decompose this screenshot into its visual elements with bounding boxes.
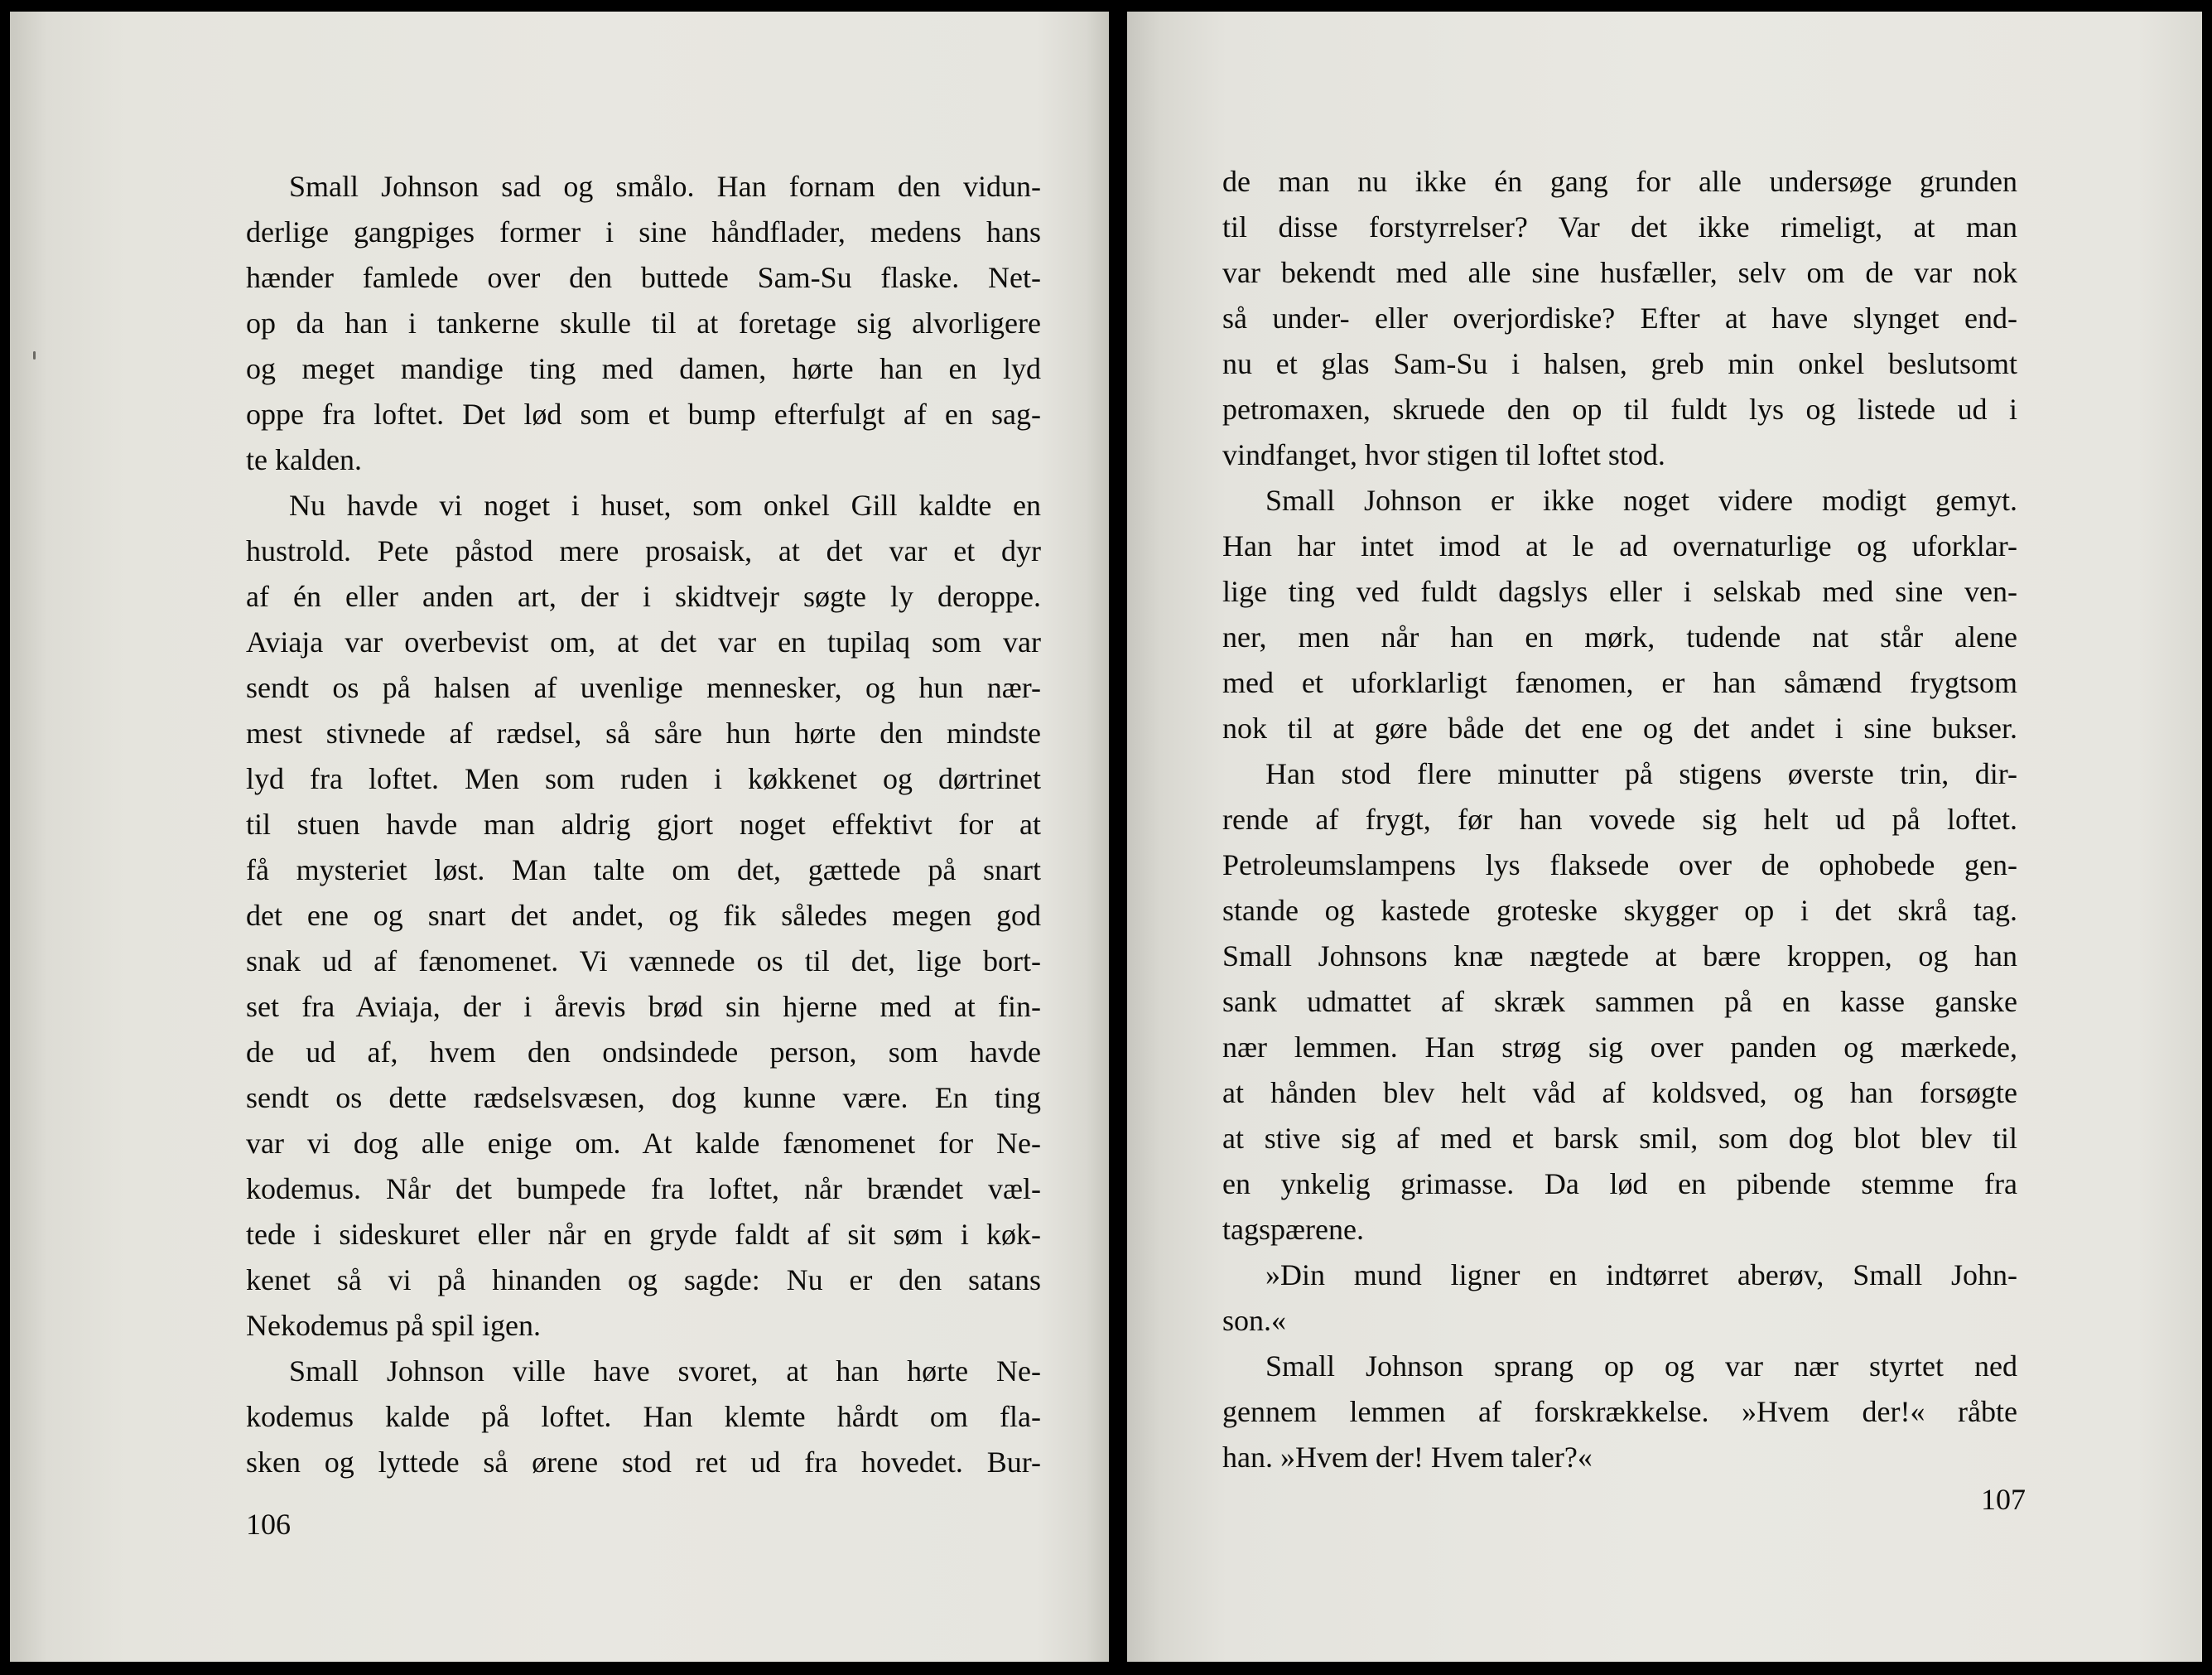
page-number: 107	[1981, 1483, 2026, 1516]
text-line: få mysteriet løst. Man talte om det, gættede på snart	[246, 853, 1041, 886]
text-line: at stive sig af med et barsk smil, som dog blot blev til	[1222, 1122, 2017, 1155]
text-line: hustrold. Pete påstod mere prosaisk, at det var et dyr	[246, 534, 1041, 567]
text-line: mest stivnede af rædsel, så såre hun hørte den mindste	[246, 717, 1041, 750]
text-line: kodemus kalde på loftet. Han klemte hårdt om fla-	[246, 1400, 1041, 1433]
left-page	[10, 12, 1109, 1662]
paragraph	[246, 1349, 1041, 1485]
text-line: Small Johnson er ikke noget videre modigt gemyt.	[1265, 484, 2017, 517]
paragraph	[1222, 159, 2017, 478]
text-line: ner, men når han en mørk, tudende nat står alene	[1222, 620, 2017, 654]
text-line: Nu havde vi noget i huset, som onkel Gill kaldte en	[289, 489, 1041, 522]
text-line: sank udmattet af skræk sammen på en kasse ganske	[1222, 985, 2017, 1018]
text-line: lige ting ved fuldt dagslys eller i selskab med sine ven-	[1222, 575, 2017, 608]
text-line: Petroleumslampens lys flaksede over de ophobede gen-	[1222, 848, 2017, 881]
text-line: til stuen havde man aldrig gjort noget effektivt for at	[246, 808, 1041, 841]
right-page	[1127, 12, 2202, 1662]
paragraph	[246, 164, 1041, 483]
text-line: nu et glas Sam-Su i halsen, greb min onkel beslutsomt	[1222, 347, 2017, 380]
text-line: Aviaja var overbevist om, at det var en tupilaq som var	[246, 625, 1041, 659]
paragraph	[1222, 1344, 2017, 1480]
text-line: tede i sideskuret eller når en gryde faldt af sit søm i køk-	[246, 1218, 1041, 1251]
text-line: Small Johnsons knæ nægtede at bære kroppen, og han	[1222, 939, 2017, 973]
text-line: Small Johnson sad og smålo. Han fornam den vidun-	[289, 170, 1041, 203]
text-line: kodemus. Når det bumpede fra loftet, når brændet væl-	[246, 1172, 1041, 1205]
text-line: så under- eller overjordiske? Efter at have slynget end-	[1222, 302, 2017, 335]
paragraph	[1222, 478, 2017, 751]
text-line: lyd fra loftet. Men som ruden i køkkenet og dørtrinet	[246, 762, 1041, 795]
paragraph	[1222, 1253, 2017, 1344]
text-line: Han har intet imod at le ad overnaturlige og uforklar-	[1222, 529, 2017, 562]
text-line: nok til at gøre både det ene og det andet i sine bukser.	[1222, 712, 2017, 745]
text-line: op da han i tankerne skulle til at foretage sig alvorligere	[246, 307, 1041, 340]
text-line: vindfanget, hvor stigen til loftet stod.	[1222, 438, 1665, 471]
text-line: at hånden blev helt våd af koldsved, og han forsøgte	[1222, 1076, 2017, 1109]
page-number: 106	[246, 1508, 291, 1541]
text-line: en ynkelig grimasse. Da lød en pibende stemme fra	[1222, 1167, 2017, 1200]
text-line: var vi dog alle enige om. At kalde fænomenet for Ne-	[246, 1127, 1041, 1160]
text-line: sken og lyttede så ørene stod ret ud fra hovedet. Bur-	[246, 1446, 1041, 1479]
right-page-text	[1222, 159, 2017, 1480]
text-line: nær lemmen. Han strøg sig over panden og mærkede,	[1222, 1031, 2017, 1064]
text-line: sendt os dette rædselsvæsen, dog kunne være. En ting	[246, 1081, 1041, 1114]
text-line: stande og kastede groteske skygger op i det skrå tag.	[1222, 894, 2017, 927]
text-line: te kalden.	[246, 443, 362, 476]
text-line: det ene og snart det andet, og fik således megen god	[246, 899, 1041, 932]
text-line: han. »Hvem der! Hvem taler?«	[1222, 1441, 1593, 1474]
text-line: Small Johnson ville have svoret, at han hørte Ne-	[289, 1354, 1041, 1388]
text-line: kenet så vi på hinanden og sagde: Nu er den satans	[246, 1263, 1041, 1296]
paragraph	[1222, 751, 2017, 1253]
left-page-text	[246, 164, 1041, 1485]
text-line: med et uforklarligt fænomen, er han såmænd frygtsom	[1222, 666, 2017, 699]
text-line: af én eller anden art, der i skidtvejr søgte ly deroppe.	[246, 580, 1041, 613]
text-line: de ud af, hvem den ondsindede person, som havde	[246, 1035, 1041, 1069]
text-line: til disse forstyrrelser? Var det ikke rimeligt, at man	[1222, 210, 2017, 244]
text-line: gennem lemmen af forskrækkelse. »Hvem der!« råbte	[1222, 1395, 2017, 1428]
text-line: oppe fra loftet. Det lød som et bump efterfulgt af en sag-	[246, 398, 1041, 431]
paper-speck	[33, 351, 36, 360]
text-line: Han stod flere minutter på stigens øverste trin, dir-	[1265, 757, 2017, 790]
text-line: hænder famlede over den buttede Sam-Su flaske. Net-	[246, 261, 1041, 294]
text-line: set fra Aviaja, der i årevis brød sin hjerne med at fin-	[246, 990, 1041, 1023]
text-line: rende af frygt, før han vovede sig helt ud på loftet.	[1222, 803, 2017, 836]
text-line: son.«	[1222, 1304, 1287, 1337]
text-line: derlige gangpiges former i sine håndflader, medens hans	[246, 215, 1041, 249]
text-line: Nekodemus på spil igen.	[246, 1309, 541, 1342]
text-line: og meget mandige ting med damen, hørte han en lyd	[246, 352, 1041, 385]
text-line: de man nu ikke én gang for alle undersøge grunden	[1222, 165, 2017, 198]
text-line: »Din mund ligner en indtørret aberøv, Small John-	[1265, 1258, 2017, 1291]
text-line: Small Johnson sprang op og var nær styrtet ned	[1265, 1349, 2017, 1383]
text-line: sendt os på halsen af uvenlige mennesker, og hun nær-	[246, 671, 1041, 704]
text-line: tagspærene.	[1222, 1213, 1364, 1246]
paragraph	[246, 483, 1041, 1349]
text-line: var bekendt med alle sine husfæller, selv om de var nok	[1222, 256, 2017, 289]
text-line: snak ud af fænomenet. Vi vænnede os til det, lige bort-	[246, 944, 1041, 977]
text-line: petromaxen, skruede den op til fuldt lys og listede ud i	[1222, 393, 2017, 426]
